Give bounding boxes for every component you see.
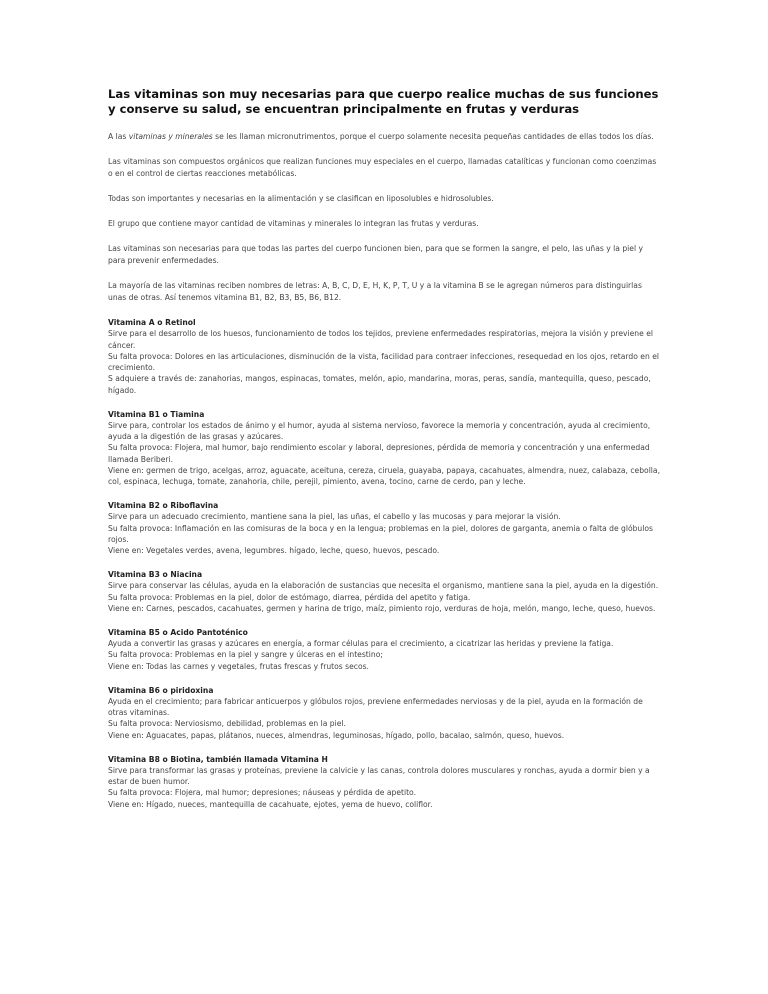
vitamin-function-line: Sirve para conservar las células, ayuda en la elaboración de sustancias que necesita el organismo, mantiene sana la piel, ayuda en la digestión. [108, 581, 659, 591]
intro-p1-after: se les llaman micronutrimentos, porque el cuerpo solamente necesita pequeñas cantidades de ellas todos los días. [212, 132, 654, 141]
vitamin-function-line: Ayuda en el crecimiento; para fabricar anticuerpos y glóbulos rojos, previene enfermedades nerviosas y de la piel, ayuda en la formación de otras vitaminas. [108, 696, 643, 718]
intro-paragraph-3: Todas son importantes y necesarias en la alimentación y se clasifican en liposolubles e hidrosolubles. [108, 194, 494, 203]
vitamin-heading: Vitamina A o Retinol [108, 318, 196, 327]
vitamin-deficiency-line: Su falta provoca: Inflamación en las comisuras de la boca y en la lengua; problemas en la piel, dolores de garganta, anemia o falta de glóbulos rojos. [108, 523, 653, 545]
vitamin-sources-line: Viene en: Hígado, nueces, mantequilla de cacahuate, ejotes, yema de huevo, coliflor. [108, 799, 433, 809]
vitamin-heading: Vitamina B6 o piridoxina [108, 685, 214, 695]
vitamin-deficiency-line: Su falta provoca: Dolores en las articulaciones, disminución de la vista, facilidad para contraer infecciones, resequedad en los ojos, retardo en el crecimiento. [108, 351, 659, 373]
document-title: Las vitaminas son muy necesarias para que cuerpo realice muchas de sus funciones y conserve su salud, se encuentran principalmente en frutas y verduras [108, 87, 659, 116]
vitamin-section-b1 [108, 409, 660, 488]
vitamin-heading: Vitamina B2 o Riboflavina [108, 501, 219, 511]
vitamin-section-b2 [108, 500, 660, 556]
intro-paragraph-2: Las vitaminas son compuestos orgánicos que realizan funciones muy especiales en el cuerpo, llamadas catalíticas y funcionan como coenzimas o en el control de ciertas reacciones metabólicas. [108, 157, 657, 178]
vitamin-deficiency-line: Su falta provoca: Flojera, mal humor; depresiones; náuseas y pérdida de apetito. [108, 788, 416, 798]
vitamin-section-b3 [108, 569, 660, 614]
vitamin-deficiency-line: Su falta provoca: Problemas en la piel y sangre y úlceras en el intestino; [108, 650, 383, 660]
vitamin-function-line: Ayuda a convertir las grasas y azúcares en energía, a formar células para el crecimiento, a cicatrizar las heridas y previene la fatiga. [108, 639, 614, 649]
vitamin-section-a [108, 317, 660, 396]
vitamin-heading: Vitamina B8 o Biotina, también llamada Vitamina H [108, 754, 328, 764]
vitamin-heading: Vitamina B3 o Niacina [108, 570, 203, 580]
vitamin-deficiency-line: Su falta provoca: Problemas en la piel, dolor de estómago, diarrea, pérdida del apetito y fatiga. [108, 592, 471, 602]
vitamin-function-line: Sirve para transformar las grasas y proteínas, previene la calvicie y las canas, controla dolores musculares y ronchas, ayuda a dormir bien y a estar de buen humor. [108, 765, 650, 787]
vitamin-deficiency-line: Su falta provoca: Nerviosismo, debilidad, problemas en la piel. [108, 719, 346, 729]
vitamin-heading: Vitamina B1 o Tiamina [108, 409, 205, 419]
vitamin-sources-line: Viene en: Aguacates, papas, plátanos, nueces, almendras, leguminosas, hígado, pollo, bacalao, salmón, queso, huevos. [108, 730, 565, 740]
vitamin-section-b8 [108, 754, 660, 810]
intro-p1-before: A las [108, 132, 129, 141]
vitamin-sources-line: Viene en: germen de trigo, acelgas, arroz, aguacate, aceituna, cereza, ciruela, guayaba, papaya, cacahuates, almendra, nuez, calabaza, cebolla, col, espinaca, lechuga, tomate, zanahoria, chile, perejil, pimiento, avena, tocino, carne de cerdo, pan y leche. [108, 466, 660, 487]
vitamin-sources-line: S adquiere a través de: zanahorias, mangos, espinacas, tomates, melón, apio, mandarina, moras, peras, sandía, mantequilla, queso, pescado, hígado. [108, 374, 651, 395]
intro-paragraph-4: El grupo que contiene mayor cantidad de vitaminas y minerales lo integran las frutas y verduras. [108, 219, 479, 228]
vitamin-function-line: Sirve para el desarrollo de los huesos, funcionamiento de todos los tejidos, previene enfermedades respiratorias, mejora la visión y previene el cáncer. [108, 329, 653, 350]
vitamin-section-b6 [108, 685, 660, 741]
vitamin-function-line: Sirve para, controlar los estados de ánimo y el humor, ayuda al sistema nervioso, favorece la memoria y concentración, ayuda al crecimiento, ayuda a la digestión de las grasas y azúcares. [108, 420, 651, 442]
vitamin-function-line: Sirve para un adecuado crecimiento, mantiene sana la piel, las uñas, el cabello y las mucosas y para mejorar la visión. [108, 512, 561, 522]
vitamin-heading: Vitamina B5 o Acido Pantoténico [108, 627, 248, 637]
intro-paragraph-6: La mayoría de las vitaminas reciben nombres de letras: A, B, C, D, E, H, K, P, T, U y a la vitamina B se le agregan números para distinguirlas unas de otras. Así tenemos vitamina B1, B2, B3, B5, B6, B12. [108, 281, 642, 302]
vitamin-sources-line: Viene en: Todas las carnes y vegetales, frutas frescas y frutos secos. [108, 661, 369, 671]
intro-paragraph-1 [108, 131, 660, 143]
document-page [108, 87, 660, 822]
intro-p1-emphasis: vitaminas y minerales [128, 132, 213, 141]
vitamin-deficiency-line: Su falta provoca: Flojera, mal humor, bajo rendimiento escolar y laboral, depresiones, pérdida de memoria y concentración y una enfermedad llamada Beriberi. [108, 443, 650, 464]
vitamin-sources-line: Viene en: Vegetales verdes, avena, legumbres. hígado, leche, queso, huevos, pescado. [108, 546, 440, 556]
intro-paragraph-5: Las vitaminas son necesarias para que todas las partes del cuerpo funcionen bien, para que se formen la sangre, el pelo, las uñas y la piel y para prevenir enfermedades. [108, 244, 643, 265]
vitamin-sources-line: Viene en: Carnes, pescados, cacahuates, germen y harina de trigo, maíz, pimiento rojo, verduras de hoja, melón, mango, leche, queso, huevos. [108, 604, 656, 614]
vitamin-section-b5 [108, 627, 660, 672]
